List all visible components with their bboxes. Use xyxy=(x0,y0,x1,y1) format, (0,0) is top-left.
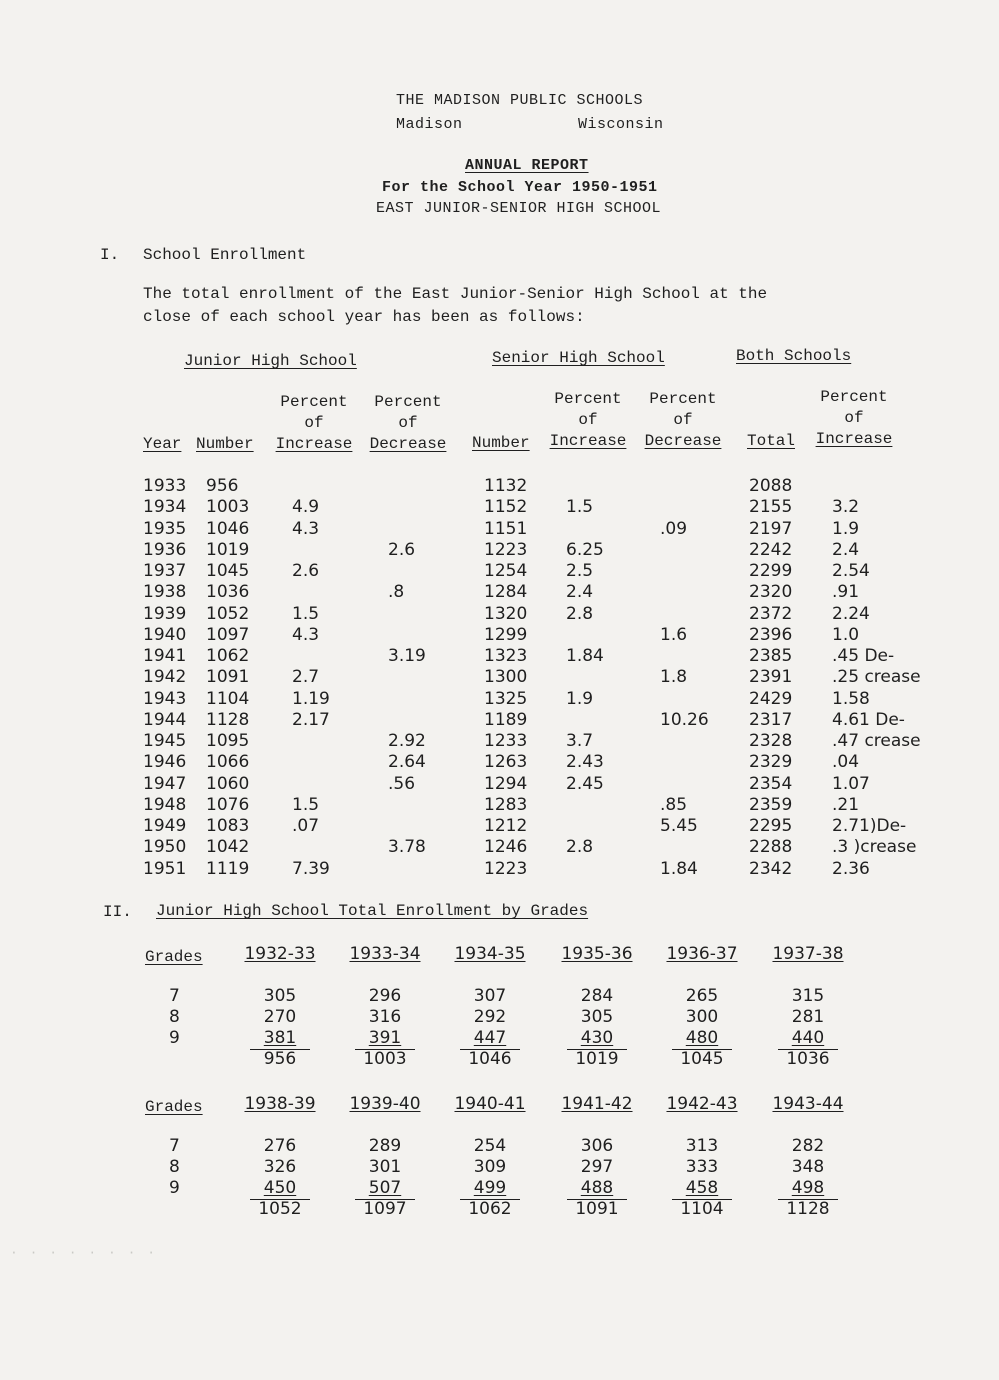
section1-intro-line2: close of each school year has been as follows: xyxy=(143,308,585,326)
sum-line xyxy=(355,1049,415,1050)
grade-total: 1097 xyxy=(363,1199,407,1219)
cell-both-total: 2391 xyxy=(749,667,793,688)
cell-year: 1946 xyxy=(143,752,187,773)
col-junior-increase-line3: Increase xyxy=(275,435,353,453)
grade-total: 1128 xyxy=(786,1199,830,1219)
cell-senior-increase: 1.9 xyxy=(566,688,594,709)
cell-year: 1942 xyxy=(143,667,187,688)
cell-senior-decrease: 1.8 xyxy=(660,667,688,688)
cell-both-increase: .3 )crease xyxy=(832,837,917,858)
table-row xyxy=(0,837,999,858)
cell-senior-number: 1212 xyxy=(484,816,528,836)
cell-both-increase: 2.24 xyxy=(832,603,870,624)
grade-value: 276 xyxy=(263,1136,297,1156)
grade-value: 498 xyxy=(791,1178,825,1198)
cell-junior-decrease: .56 xyxy=(388,773,416,794)
sum-line xyxy=(250,1049,310,1050)
cell-both-increase: 1.58 xyxy=(832,688,870,709)
cell-junior-number: 1097 xyxy=(206,624,250,645)
table-row xyxy=(0,540,999,561)
cell-both-increase: 2.71)De- xyxy=(832,816,907,836)
grade-total: 1045 xyxy=(680,1049,724,1069)
cell-senior-number: 1299 xyxy=(484,624,528,645)
cell-both-increase: 4.61 De- xyxy=(832,709,905,730)
col-senior-decrease-line2: of xyxy=(673,411,693,429)
cell-junior-decrease: 2.64 xyxy=(388,752,426,773)
cell-both-total: 2372 xyxy=(749,603,793,624)
year-heading: 1943-44 xyxy=(772,1094,844,1114)
group-junior-heading: Junior High School xyxy=(184,352,357,370)
grade-total: 1104 xyxy=(680,1199,724,1219)
cell-senior-number: 1300 xyxy=(484,667,528,688)
grade-value: 430 xyxy=(580,1028,614,1048)
grade-total: 1019 xyxy=(575,1049,619,1069)
cell-junior-number: 956 xyxy=(206,476,239,496)
cell-both-total: 2354 xyxy=(749,773,793,794)
cell-junior-number: 1095 xyxy=(206,731,250,751)
cell-senior-number: 1152 xyxy=(484,497,528,518)
cell-junior-increase: 1.5 xyxy=(292,603,320,624)
cell-both-increase: 2.54 xyxy=(832,561,870,581)
grade-value: 488 xyxy=(580,1178,614,1198)
year-heading: 1937-38 xyxy=(772,944,844,964)
cell-senior-decrease: 1.6 xyxy=(660,624,688,645)
report-year: For the School Year 1950-1951 xyxy=(382,179,658,196)
cell-year: 1944 xyxy=(143,709,187,730)
table-row xyxy=(0,795,999,816)
cell-year: 1935 xyxy=(143,518,187,539)
grade-total: 1036 xyxy=(786,1049,830,1069)
sum-line xyxy=(672,1049,732,1050)
cell-both-total: 2329 xyxy=(749,752,793,773)
cell-senior-increase: 1.84 xyxy=(566,646,604,666)
cell-senior-number: 1246 xyxy=(484,837,528,858)
cell-both-increase: .04 xyxy=(832,752,860,773)
year-heading: 1935-36 xyxy=(561,944,633,964)
cell-junior-increase: 2.17 xyxy=(292,709,330,730)
sum-line xyxy=(567,1049,627,1050)
grade-total: 1062 xyxy=(468,1199,512,1219)
cell-both-increase: .21 xyxy=(832,794,860,815)
year-heading: 1939-40 xyxy=(349,1094,421,1114)
table-row xyxy=(0,497,999,518)
grade-value: 333 xyxy=(685,1157,719,1177)
cell-junior-increase: .07 xyxy=(292,816,320,836)
cell-both-total: 2317 xyxy=(749,709,793,730)
cell-senior-number: 1223 xyxy=(484,539,528,560)
col-senior-increase-line1: Percent xyxy=(554,390,622,408)
cell-both-increase: 2.36 xyxy=(832,858,870,879)
cell-senior-number: 1132 xyxy=(484,476,528,496)
sum-line xyxy=(460,1049,520,1050)
col-both-increase-line2: of xyxy=(844,409,864,427)
cell-both-total: 2359 xyxy=(749,794,793,815)
cell-senior-increase: 6.25 xyxy=(566,539,604,560)
cell-year: 1951 xyxy=(143,858,187,879)
cell-junior-decrease: 2.6 xyxy=(388,539,416,560)
grade-total: 1091 xyxy=(575,1199,619,1219)
cell-junior-decrease: .8 xyxy=(388,582,405,603)
table-row xyxy=(0,752,999,773)
cell-junior-number: 1128 xyxy=(206,709,250,730)
cell-both-total: 2197 xyxy=(749,518,793,539)
cell-both-total: 2396 xyxy=(749,624,793,645)
cell-junior-increase: 2.6 xyxy=(292,561,320,581)
cell-both-increase: 1.07 xyxy=(832,773,870,794)
cell-senior-number: 1294 xyxy=(484,773,528,794)
year-heading: 1941-42 xyxy=(561,1094,633,1114)
grade-label: 9 xyxy=(169,1178,180,1198)
cell-senior-number: 1151 xyxy=(484,518,528,539)
section1-title: School Enrollment xyxy=(143,246,307,264)
col-year: Year xyxy=(143,435,182,453)
grade-label: 7 xyxy=(169,1136,180,1156)
cell-junior-increase: 7.39 xyxy=(292,858,330,879)
state: Wisconsin xyxy=(578,116,664,133)
grade-total: 1052 xyxy=(258,1199,302,1219)
grades-label: Grades xyxy=(145,1098,203,1116)
grade-value: 326 xyxy=(263,1157,297,1177)
cell-senior-number: 1283 xyxy=(484,794,528,815)
cell-both-increase: 1.9 xyxy=(832,518,860,539)
cell-senior-increase: 2.8 xyxy=(566,837,594,858)
sum-line xyxy=(672,1199,732,1200)
year-heading: 1936-37 xyxy=(666,944,738,964)
grades-label: Grades xyxy=(145,948,203,966)
cell-junior-decrease: 3.19 xyxy=(388,646,426,666)
cell-junior-increase: 4.9 xyxy=(292,497,320,518)
col-junior-number: Number xyxy=(196,435,254,453)
cell-both-total: 2288 xyxy=(749,837,793,858)
cell-junior-increase: 4.3 xyxy=(292,518,320,539)
cell-both-total: 2429 xyxy=(749,688,793,709)
cell-junior-decrease: 3.78 xyxy=(388,837,426,858)
col-junior-increase-line2: of xyxy=(304,414,324,432)
cell-senior-number: 1320 xyxy=(484,603,528,624)
cell-both-total: 2299 xyxy=(749,561,793,581)
cell-senior-number: 1233 xyxy=(484,731,528,751)
cell-senior-increase: 1.5 xyxy=(566,497,594,518)
cell-junior-number: 1046 xyxy=(206,518,250,539)
cell-junior-number: 1019 xyxy=(206,539,250,560)
grade-value: 499 xyxy=(473,1178,507,1198)
cell-both-total: 2295 xyxy=(749,816,793,836)
grade-value: 305 xyxy=(263,986,297,1006)
cell-year: 1947 xyxy=(143,773,187,794)
cell-year: 1945 xyxy=(143,731,187,751)
cell-junior-increase: 1.5 xyxy=(292,794,320,815)
year-heading: 1942-43 xyxy=(666,1094,738,1114)
col-junior-decrease-line2: of xyxy=(398,414,418,432)
cell-both-total: 2320 xyxy=(749,582,793,603)
cell-both-increase: .25 crease xyxy=(832,667,921,688)
col-senior-number: Number xyxy=(472,434,530,452)
cell-year: 1949 xyxy=(143,816,187,836)
cell-year: 1943 xyxy=(143,688,187,709)
col-both-total: Total xyxy=(747,432,796,450)
cell-senior-number: 1323 xyxy=(484,646,528,666)
grade-value: 281 xyxy=(791,1007,825,1027)
col-senior-decrease-line3: Decrease xyxy=(644,432,722,450)
cell-senior-increase: 2.5 xyxy=(566,561,594,581)
cell-junior-increase: 1.19 xyxy=(292,688,330,709)
grade-value: 309 xyxy=(473,1157,507,1177)
cell-senior-increase: 3.7 xyxy=(566,731,594,751)
section1-number: I. xyxy=(100,246,120,264)
grade-value: 313 xyxy=(685,1136,719,1156)
grade-total: 1046 xyxy=(468,1049,512,1069)
cell-junior-number: 1119 xyxy=(206,858,250,879)
grade-label: 9 xyxy=(169,1028,180,1048)
grade-label: 7 xyxy=(169,986,180,1006)
cell-both-increase: 1.0 xyxy=(832,624,860,645)
table-row xyxy=(0,774,999,795)
grade-value: 315 xyxy=(791,986,825,1006)
cell-senior-increase: 2.8 xyxy=(566,603,594,624)
cell-year: 1934 xyxy=(143,497,187,518)
col-senior-increase xyxy=(542,389,634,452)
col-senior-increase-line2: of xyxy=(578,411,598,429)
cell-junior-number: 1036 xyxy=(206,582,250,603)
grade-value: 289 xyxy=(368,1136,402,1156)
org-title: THE MADISON PUBLIC SCHOOLS xyxy=(396,92,644,109)
cell-junior-decrease: 2.92 xyxy=(388,731,426,751)
table-row xyxy=(0,582,999,603)
cell-both-increase: .45 De- xyxy=(832,646,895,666)
year-heading: 1932-33 xyxy=(244,944,316,964)
cell-senior-number: 1263 xyxy=(484,752,528,773)
cell-junior-number: 1076 xyxy=(206,794,250,815)
col-junior-increase xyxy=(268,392,360,455)
grade-value: 480 xyxy=(685,1028,719,1048)
cell-junior-increase: 4.3 xyxy=(292,624,320,645)
cell-year: 1937 xyxy=(143,561,187,581)
sum-line xyxy=(250,1199,310,1200)
cell-both-increase: .91 xyxy=(832,582,860,603)
cell-both-increase: 3.2 xyxy=(832,497,860,518)
group-both-heading: Both Schools xyxy=(736,347,852,365)
grade-value: 391 xyxy=(368,1028,402,1048)
grade-value: 297 xyxy=(580,1157,614,1177)
table-row xyxy=(0,710,999,731)
col-junior-decrease-line3: Decrease xyxy=(369,435,447,453)
col-senior-decrease xyxy=(637,389,729,452)
cell-senior-decrease: .85 xyxy=(660,794,688,815)
cell-junior-number: 1060 xyxy=(206,773,250,794)
city: Madison xyxy=(396,116,463,133)
section2-title: Junior High School Total Enrollment by Grades xyxy=(156,902,589,920)
cell-junior-number: 1104 xyxy=(206,688,250,709)
table-row xyxy=(0,476,999,497)
cell-year: 1939 xyxy=(143,603,187,624)
grade-value: 284 xyxy=(580,986,614,1006)
cell-junior-number: 1003 xyxy=(206,497,250,518)
grade-value: 282 xyxy=(791,1136,825,1156)
cell-junior-number: 1066 xyxy=(206,752,250,773)
table-row xyxy=(0,561,999,582)
grade-value: 458 xyxy=(685,1178,719,1198)
section2-number: II. xyxy=(103,903,132,921)
cell-senior-decrease: 10.26 xyxy=(660,709,709,730)
year-heading: 1940-41 xyxy=(454,1094,526,1114)
cell-both-increase: .47 crease xyxy=(832,731,921,751)
grade-value: 270 xyxy=(263,1007,297,1027)
cell-year: 1948 xyxy=(143,794,187,815)
cell-year: 1938 xyxy=(143,582,187,603)
table-row xyxy=(0,646,999,667)
grade-total: 1003 xyxy=(363,1049,407,1069)
cell-junior-number: 1062 xyxy=(206,646,250,666)
grade-value: 348 xyxy=(791,1157,825,1177)
group-senior-heading: Senior High School xyxy=(492,349,665,367)
table-row xyxy=(0,731,999,752)
sum-line xyxy=(567,1199,627,1200)
cell-year: 1933 xyxy=(143,476,187,496)
grade-value: 447 xyxy=(473,1028,507,1048)
cell-senior-increase: 2.4 xyxy=(566,582,594,603)
cell-both-total: 2242 xyxy=(749,539,793,560)
grade-value: 296 xyxy=(368,986,402,1006)
cell-both-increase: 2.4 xyxy=(832,539,860,560)
cell-both-total: 2342 xyxy=(749,858,793,879)
year-heading: 1938-39 xyxy=(244,1094,316,1114)
grade-value: 307 xyxy=(473,986,507,1006)
grade-value: 305 xyxy=(580,1007,614,1027)
cell-junior-increase: 2.7 xyxy=(292,667,320,688)
school-name: EAST JUNIOR-SENIOR HIGH SCHOOL xyxy=(376,200,662,217)
sum-line xyxy=(460,1199,520,1200)
col-both-increase xyxy=(808,387,900,450)
table-row xyxy=(0,859,999,880)
col-senior-increase-line3: Increase xyxy=(549,432,627,450)
table-row xyxy=(0,604,999,625)
grade-value: 306 xyxy=(580,1136,614,1156)
col-junior-decrease-line1: Percent xyxy=(374,393,442,411)
grade-value: 300 xyxy=(685,1007,719,1027)
col-junior-decrease xyxy=(362,392,454,455)
cell-year: 1936 xyxy=(143,539,187,560)
grade-value: 450 xyxy=(263,1178,297,1198)
cell-senior-number: 1189 xyxy=(484,709,528,730)
cell-both-total: 2328 xyxy=(749,731,793,751)
table-row xyxy=(0,667,999,688)
cell-junior-number: 1045 xyxy=(206,561,250,581)
report-title: ANNUAL REPORT xyxy=(465,157,589,174)
grade-label: 8 xyxy=(169,1157,180,1177)
cell-senior-number: 1325 xyxy=(484,688,528,709)
grade-value: 292 xyxy=(473,1007,507,1027)
cell-junior-number: 1052 xyxy=(206,603,250,624)
grade-value: 316 xyxy=(368,1007,402,1027)
sum-line xyxy=(778,1049,838,1050)
cell-senior-increase: 2.43 xyxy=(566,752,604,773)
table-row xyxy=(0,689,999,710)
cell-senior-number: 1254 xyxy=(484,561,528,581)
table-row xyxy=(0,625,999,646)
cell-senior-number: 1284 xyxy=(484,582,528,603)
cell-senior-decrease: 5.45 xyxy=(660,816,698,836)
section1-intro-line1: The total enrollment of the East Junior-Senior High School at the xyxy=(143,285,768,303)
grade-value: 254 xyxy=(473,1136,507,1156)
table-row xyxy=(0,519,999,540)
cell-both-total: 2385 xyxy=(749,646,793,666)
sum-line xyxy=(355,1199,415,1200)
cell-senior-decrease: .09 xyxy=(660,518,688,539)
col-both-increase-line3: Increase xyxy=(815,430,893,448)
col-senior-decrease-line1: Percent xyxy=(649,390,717,408)
sum-line xyxy=(778,1199,838,1200)
cell-senior-number: 1223 xyxy=(484,858,528,879)
year-heading: 1933-34 xyxy=(349,944,421,964)
col-both-increase-line1: Percent xyxy=(820,388,888,406)
col-junior-increase-line1: Percent xyxy=(280,393,348,411)
year-heading: 1934-35 xyxy=(454,944,526,964)
scan-smudge: · · · · · · · · xyxy=(10,1245,158,1260)
table-row xyxy=(0,816,999,837)
cell-both-total: 2088 xyxy=(749,476,793,496)
cell-year: 1940 xyxy=(143,624,187,645)
grade-value: 265 xyxy=(685,986,719,1006)
cell-junior-number: 1091 xyxy=(206,667,250,688)
grade-total: 956 xyxy=(263,1049,297,1069)
cell-junior-number: 1083 xyxy=(206,816,250,836)
cell-year: 1941 xyxy=(143,646,187,666)
cell-year: 1950 xyxy=(143,837,187,858)
grade-value: 381 xyxy=(263,1028,297,1048)
grade-label: 8 xyxy=(169,1007,180,1027)
cell-senior-decrease: 1.84 xyxy=(660,858,698,879)
grade-value: 507 xyxy=(368,1178,402,1198)
cell-senior-increase: 2.45 xyxy=(566,773,604,794)
grade-value: 440 xyxy=(791,1028,825,1048)
grade-value: 301 xyxy=(368,1157,402,1177)
cell-both-total: 2155 xyxy=(749,497,793,518)
cell-junior-number: 1042 xyxy=(206,837,250,858)
